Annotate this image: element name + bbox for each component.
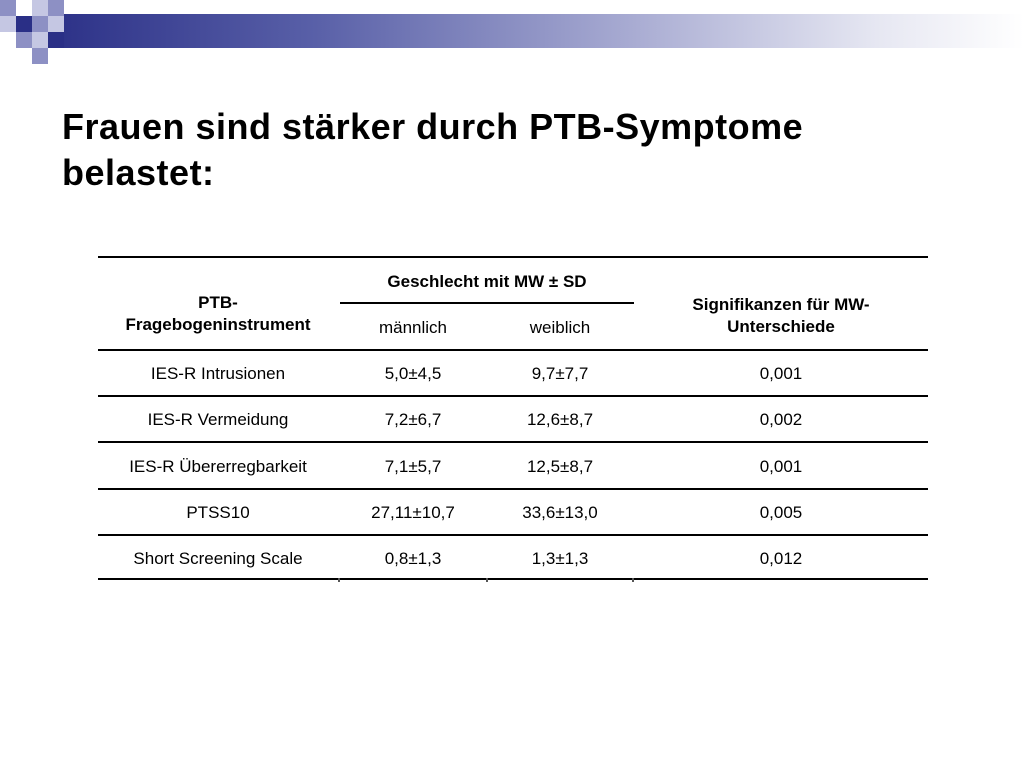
- row-instrument: IES-R Intrusionen: [150, 364, 286, 383]
- row-male-value: 7,1±5,7: [384, 457, 442, 476]
- row-significance: 0,001: [759, 457, 803, 476]
- decor-square: [48, 32, 64, 48]
- decor-square: [48, 0, 64, 16]
- header-significance: [634, 294, 928, 338]
- row-instrument: IES-R Vermeidung: [147, 410, 289, 429]
- row-significance: 0,012: [759, 549, 803, 568]
- header-bottom-rule: [98, 349, 928, 351]
- row-divider: [98, 441, 928, 443]
- decor-square: [48, 16, 64, 32]
- row-divider: [98, 534, 928, 536]
- decor-square: [32, 0, 48, 16]
- row-significance: 0,002: [759, 410, 803, 429]
- row-male-value: 0,8±1,3: [384, 549, 442, 568]
- header-instrument: [98, 292, 338, 336]
- group-header-rule: [340, 302, 634, 304]
- row-divider: [98, 488, 928, 490]
- slide-title-line2: belastet:: [62, 152, 215, 193]
- row-female-value: 12,6±8,7: [526, 410, 594, 429]
- table-bottom-rule: [98, 578, 928, 580]
- decor-square: [16, 32, 32, 48]
- slide-title-line1: Frauen sind stärker durch PTB-Symptome: [62, 106, 804, 147]
- header-male: männlich: [378, 318, 448, 337]
- decor-square: [16, 0, 32, 16]
- decor-square: [32, 32, 48, 48]
- column-tick: [338, 578, 340, 582]
- header-significance-line1: Signifikanzen für MW-: [692, 295, 870, 314]
- decor-square: [0, 0, 16, 16]
- header-instrument-line2: Fragebogeninstrument: [125, 315, 311, 334]
- row-divider: [98, 395, 928, 397]
- slide-title: [62, 104, 992, 196]
- table-top-rule: [98, 256, 928, 258]
- column-tick: [486, 578, 488, 582]
- row-female-value: 12,5±8,7: [526, 457, 594, 476]
- decor-square: [16, 16, 32, 32]
- row-female-value: 1,3±1,3: [531, 549, 589, 568]
- header-instrument-line1: PTB-: [198, 293, 238, 312]
- decor-square: [0, 16, 16, 32]
- header-gender-group: Geschlecht mit MW ± SD: [387, 272, 587, 291]
- row-instrument: IES-R Übererregbarkeit: [129, 457, 307, 476]
- row-male-value: 27,11±10,7: [371, 503, 455, 522]
- row-male-value: 5,0±4,5: [384, 364, 442, 383]
- header-significance-line2: Unterschiede: [727, 317, 835, 336]
- decor-square: [32, 16, 48, 32]
- header-female: weiblich: [529, 318, 591, 337]
- row-female-value: 33,6±13,0: [522, 503, 598, 522]
- header-gradient-bar: [40, 14, 1024, 48]
- row-significance: 0,001: [759, 364, 803, 383]
- row-instrument: Short Screening Scale: [133, 549, 303, 568]
- decor-square: [32, 48, 48, 64]
- row-female-value: 9,7±7,7: [531, 364, 589, 383]
- row-male-value: 7,2±6,7: [384, 410, 442, 429]
- row-significance: 0,005: [759, 503, 803, 522]
- row-instrument: PTSS10: [186, 503, 250, 522]
- column-tick: [632, 578, 634, 582]
